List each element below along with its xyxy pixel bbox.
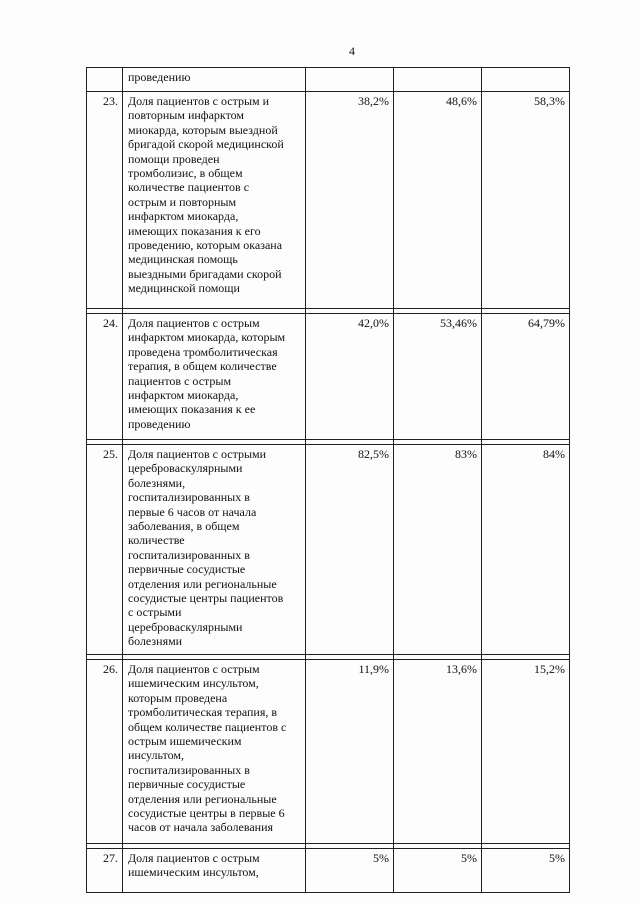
value-cell: 64,79% — [482, 314, 570, 440]
value-cell: 38,2% — [306, 92, 394, 309]
table-row — [87, 445, 570, 655]
value-cell: 53,46% — [394, 314, 482, 440]
indicator-text: Доля пациентов с острым и повторным инфарктом миокарда, которым выездной бригадой скорой медицинской помощи проведен тромболизис, в общем количестве пациентов с острым и повторным инфарктом миокарда, имеющих показания к его проведению, которым оказана медицинская помощь выездными бригадами скорой медицинской помощи — [123, 92, 306, 309]
indicator-text: проведению — [123, 68, 306, 92]
row-number: 26. — [87, 660, 123, 844]
value-cell: 5% — [394, 849, 482, 893]
table-row — [87, 314, 570, 440]
value-cell: 15,2% — [482, 660, 570, 844]
value-cell: 48,6% — [394, 92, 482, 309]
indicators-table — [86, 67, 570, 893]
value-cell — [306, 68, 394, 92]
value-cell: 58,3% — [482, 92, 570, 309]
value-cell: 42,0% — [306, 314, 394, 440]
table-row — [87, 849, 570, 893]
row-number: 27. — [87, 849, 123, 893]
indicator-text: Доля пациентов с острым инфарктом миокарда, которым проведена тромболитическая терапия, в общем количестве пациентов с острым инфарктом миокарда, имеющих показания к ее проведению — [123, 314, 306, 440]
value-cell: 13,6% — [394, 660, 482, 844]
table-row — [87, 660, 570, 844]
row-number: 23. — [87, 92, 123, 309]
value-cell: 5% — [482, 849, 570, 893]
indicator-text: Доля пациентов с острым ишемическим инсультом, которым проведена тромболитическая терапия, в общем количестве пациентов с острым ишемическим инсультом, госпитализированных в первичные сосудистые отделения или региональные сосудистые центры в первые 6 часов от начала заболевания — [123, 660, 306, 844]
value-cell: 82,5% — [306, 445, 394, 655]
value-cell: 84% — [482, 445, 570, 655]
row-number: 24. — [87, 314, 123, 440]
value-cell: 11,9% — [306, 660, 394, 844]
indicator-text: Доля пациентов с острым ишемическим инсультом, — [123, 849, 306, 893]
value-cell — [482, 68, 570, 92]
row-number — [87, 68, 123, 92]
indicator-text: Доля пациентов с острыми цереброваскулярными болезнями, госпитализированных в первые 6 часов от начала заболевания, в общем количестве госпитализированных в первичные сосудистые отделения или региональные сосудистые центры пациентов с острыми цереброваскулярными болезнями — [123, 445, 306, 655]
table-row — [87, 68, 570, 92]
row-number: 25. — [87, 445, 123, 655]
value-cell: 83% — [394, 445, 482, 655]
value-cell — [394, 68, 482, 92]
page-number: 4 — [349, 44, 355, 58]
value-cell: 5% — [306, 849, 394, 893]
table-row — [87, 92, 570, 309]
